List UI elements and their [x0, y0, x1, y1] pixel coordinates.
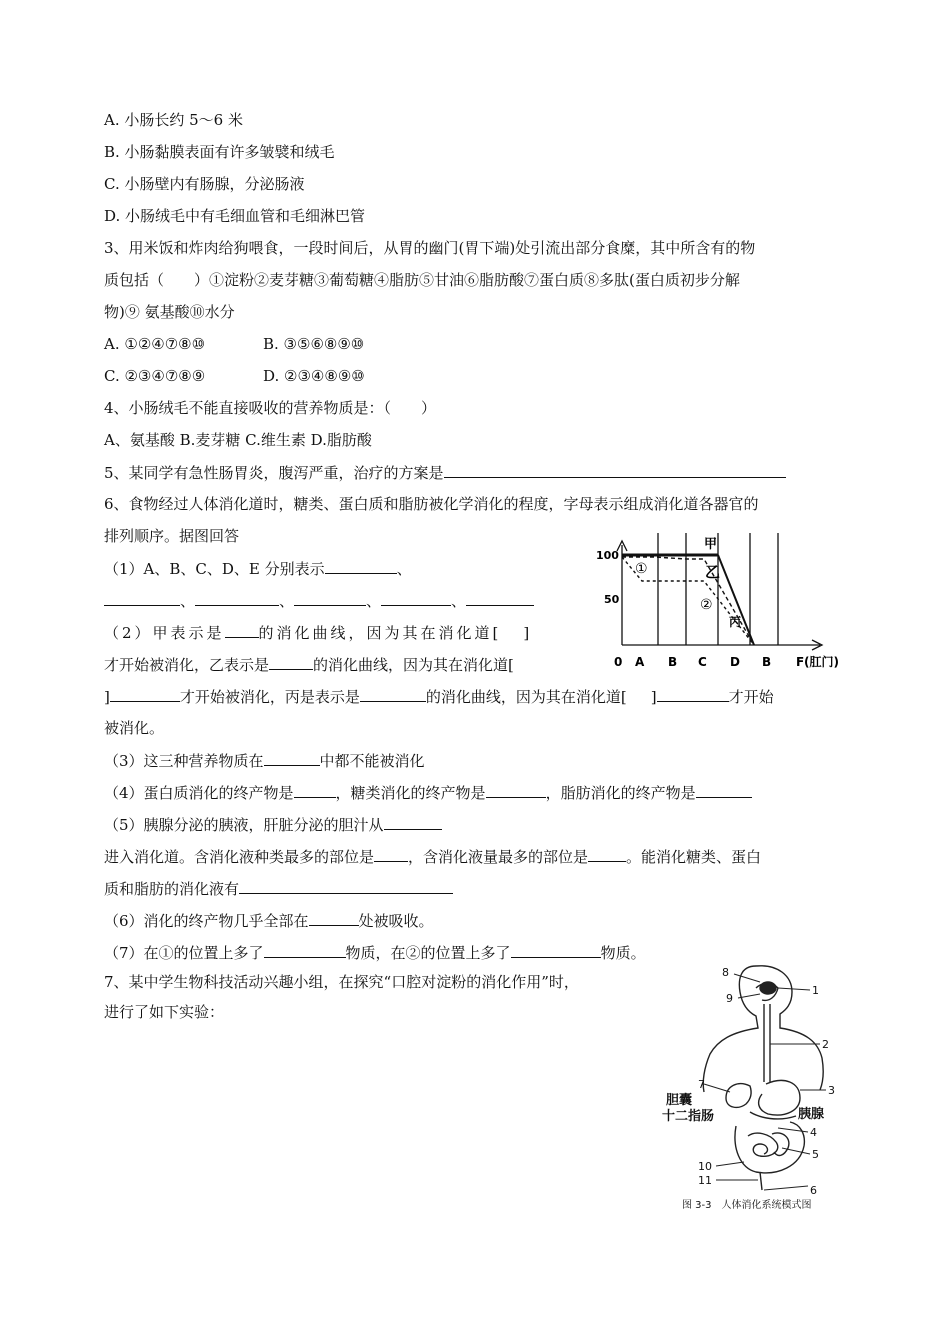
- label-gallbladder: 胆囊: [666, 1093, 693, 1108]
- blank-protein-product[interactable]: [294, 782, 336, 798]
- pointer-6: [764, 1186, 808, 1190]
- blank-organ-c[interactable]: [195, 590, 279, 606]
- x-tick-f: F: [796, 655, 805, 669]
- q2-option-b: B. 小肠黏膜表面有许多皱襞和绒毛: [104, 143, 335, 161]
- q6-part2-text-j: 才开始: [728, 688, 774, 706]
- curve-jia-drop: [718, 555, 754, 645]
- q6-part2-text-d: 才开始被消化，乙表示是: [104, 656, 270, 674]
- stomach: [759, 1080, 800, 1115]
- blank-no-digestion-organ[interactable]: [264, 750, 320, 766]
- q6-part5-text-a: （5）胰腺分泌的胰液，肝脏分泌的胆汁从: [104, 816, 384, 834]
- blank-sugar-product[interactable]: [486, 782, 546, 798]
- separator: 、: [396, 560, 412, 578]
- x-end-label: (肛门): [804, 655, 839, 669]
- q6-part6-text-b: 处被吸收。: [358, 912, 434, 930]
- label-1: 1: [812, 984, 819, 997]
- q6-part2-line4: 被消化。: [104, 719, 165, 737]
- pointer-8: [734, 974, 760, 982]
- q6-part1-line2: [104, 590, 534, 611]
- liver: [726, 1084, 751, 1108]
- label-yi: 乙: [705, 563, 721, 581]
- q6-part2-line2: [104, 654, 514, 675]
- label-2: 2: [822, 1038, 829, 1051]
- separator: 、: [451, 592, 467, 610]
- label-3: 3: [828, 1084, 835, 1097]
- blank-organ-a[interactable]: [325, 558, 397, 574]
- pointer-1: [778, 988, 810, 990]
- q6-part2-text-a: （2）甲表示是: [104, 624, 225, 642]
- q3-stem-line1: 3、用米饭和炸肉给狗喂食，一段时间后，从胃的幽门(胃下端)处引流出部分食糜，其中所含有的物: [104, 239, 756, 257]
- q6-part5-text-c: ，含消化液量最多的部位是: [408, 848, 589, 866]
- q3-stem-line2: 质包括（ ）①淀粉②麦芽糖③葡萄糖④脂肪⑤甘油⑥脂肪酸⑦蛋白质⑧多肽(蛋白质初步分解: [104, 271, 740, 289]
- blank-organ-e[interactable]: [381, 590, 451, 606]
- q6-part7: [104, 942, 646, 963]
- label-10: 10: [698, 1160, 712, 1173]
- bracket-close: ]: [104, 688, 110, 706]
- x-tick-a: A: [635, 655, 645, 669]
- q6-part6: [104, 910, 434, 931]
- bracket-close: ]: [650, 688, 657, 706]
- q6-stem-line1: 6、食物经过人体消化道时，糖类、蛋白质和脂肪被化学消化的程度，字母表示组成消化道各器官的: [104, 495, 759, 513]
- q6-part2-line3: [104, 686, 774, 707]
- label-4: 4: [810, 1126, 817, 1139]
- q6-part2-text-b: 的消化曲线，因为其在消化道[: [258, 624, 502, 642]
- q6-part7-text-a: （7）在①的位置上多了: [104, 944, 264, 962]
- blank-fat-product[interactable]: [696, 782, 752, 798]
- digestive-system-diagram: [660, 958, 850, 1213]
- diagram-caption: 图 3-3 人体消化系统模式图: [682, 1200, 812, 1211]
- y-tick-50: 50: [604, 593, 620, 606]
- x-tick-b2: B: [762, 655, 772, 669]
- label-6: 6: [810, 1184, 817, 1197]
- q6-part4-text-c: ，脂肪消化的终产物是: [545, 784, 696, 802]
- q3-option-a: A. ①②④⑦⑧⑩: [104, 335, 206, 353]
- q3-option-c: C. ②③④⑦⑧⑨: [104, 367, 206, 385]
- label-bing: 丙: [729, 615, 742, 629]
- q6-part5-line2: [104, 846, 761, 867]
- tongue: [760, 982, 776, 994]
- label-11: 11: [698, 1174, 712, 1187]
- marker-2: ②: [700, 597, 713, 613]
- marker-1: ①: [635, 561, 648, 577]
- organ-dividers: [658, 533, 778, 645]
- label-8: 8: [722, 966, 729, 979]
- rectum: [760, 1172, 762, 1190]
- q6-part3: [104, 750, 425, 771]
- separator: 、: [366, 592, 382, 610]
- label-7: 7: [698, 1078, 705, 1091]
- q2-option-d: D. 小肠绒毛中有毛细血管和毛细淋巴管: [104, 207, 366, 225]
- q6-part7-text-c: 物质。: [600, 944, 646, 962]
- q6-part5-line1: [104, 814, 442, 835]
- esophagus: [764, 1004, 770, 1082]
- x-tick-c: C: [698, 655, 707, 669]
- blank-entry-point[interactable]: [384, 814, 442, 830]
- blank-digestive-juices[interactable]: [239, 878, 453, 894]
- blank-position-1-substance[interactable]: [264, 942, 346, 958]
- q6-part4-text-b: ，糖类消化的终产物是: [335, 784, 486, 802]
- pointer-7: [704, 1084, 730, 1092]
- q6-part2-text-g: 才开始被消化，丙是表示是: [179, 688, 360, 706]
- blank-yi-organ[interactable]: [110, 686, 180, 702]
- x-tick-d: D: [730, 655, 740, 669]
- separator: 、: [180, 592, 196, 610]
- q4-options: A、氨基酸 B.麦芽糖 C.维生素 D.脂肪酸: [104, 431, 372, 449]
- label-jia: 甲: [704, 537, 718, 552]
- q6-part1-line1: [104, 558, 412, 579]
- q6-part5-line3: [104, 878, 453, 899]
- x-tick-0: 0: [614, 655, 623, 669]
- bracket-close: ]: [523, 624, 533, 642]
- q3-option-d: D. ②③④⑧⑨⑩: [263, 367, 365, 385]
- label-9: 9: [726, 992, 733, 1005]
- q6-part2-text-e: 的消化曲线，因为其在消化道[: [313, 656, 514, 674]
- digestion-curve-graph: [592, 533, 852, 673]
- q6-part4-text-a: （4）蛋白质消化的终产物是: [104, 784, 294, 802]
- body-outline-left: [703, 966, 758, 1092]
- q6-part5-text-b: 进入消化道。含消化液种类最多的部位是: [104, 848, 375, 866]
- q6-part2-text-h: 的消化曲线，因为其在消化道[: [425, 688, 627, 706]
- q6-part4: [104, 782, 752, 803]
- blank-most-volume[interactable]: [588, 846, 626, 862]
- small-intestine: [748, 1133, 789, 1156]
- blank-absorption-site[interactable]: [309, 910, 359, 926]
- q6-part5-text-d: 。能消化糖类、蛋白: [626, 848, 762, 866]
- label-5: 5: [812, 1148, 819, 1161]
- label-duodenum: 十二指肠: [662, 1109, 715, 1124]
- q5-answer-blank[interactable]: [444, 462, 786, 478]
- blank-jia-nutrient[interactable]: [225, 622, 259, 638]
- blank-organ-b[interactable]: [104, 590, 180, 606]
- x-tick-b: B: [668, 655, 678, 669]
- y-tick-100: 100: [596, 549, 619, 562]
- pointer-4: [778, 1128, 808, 1132]
- q2-option-c: C. 小肠壁内有肠腺，分泌肠液: [104, 175, 305, 193]
- pointer-10: [716, 1162, 744, 1166]
- blank-bing-nutrient[interactable]: [360, 686, 426, 702]
- q3-stem-line3: 物)⑨ 氨基酸⑩水分: [104, 303, 235, 321]
- q6-stem-line2: 排列顺序。据图回答: [104, 527, 240, 545]
- blank-position-2-substance[interactable]: [511, 942, 601, 958]
- blank-bing-organ[interactable]: [657, 686, 729, 702]
- q6-part7-text-b: 物质，在②的位置上多了: [345, 944, 511, 962]
- q4-stem: 4、小肠绒毛不能直接吸收的营养物质是：（ ）: [104, 399, 437, 417]
- q6-part3-text-a: （3）这三种营养物质在: [104, 752, 264, 770]
- separator: 、: [279, 592, 295, 610]
- q3-option-b: B. ③⑤⑥⑧⑨⑩: [263, 335, 365, 353]
- q5-text: 5、某同学有急性肠胃炎，腹泻严重，治疗的方案是: [104, 464, 444, 482]
- label-pancreas: 胰腺: [798, 1107, 825, 1122]
- q6-part3-text-b: 中都不能被消化: [319, 752, 425, 770]
- q7-stem-line2: 进行了如下实验：: [104, 1003, 225, 1021]
- q6-part5-text-e: 质和脂肪的消化液有: [104, 880, 240, 898]
- q5-stem: [104, 462, 786, 483]
- q7-stem-line1: 7、某中学生物科技活动兴趣小组，在探究“口腔对淀粉的消化作用”时，: [104, 973, 579, 991]
- blank-most-types[interactable]: [374, 846, 408, 862]
- q6-part6-text-a: （6）消化的终产物几乎全部在: [104, 912, 309, 930]
- blank-yi-nutrient[interactable]: [269, 654, 313, 670]
- q2-option-a: A. 小肠长约 5～6 米: [104, 111, 243, 129]
- blank-organ-d[interactable]: [294, 590, 366, 606]
- q6-part2-line1: [104, 622, 532, 643]
- blank-organ-f[interactable]: [466, 590, 534, 606]
- q6-part1-text: （1）A、B、C、D、E 分别表示: [104, 560, 325, 578]
